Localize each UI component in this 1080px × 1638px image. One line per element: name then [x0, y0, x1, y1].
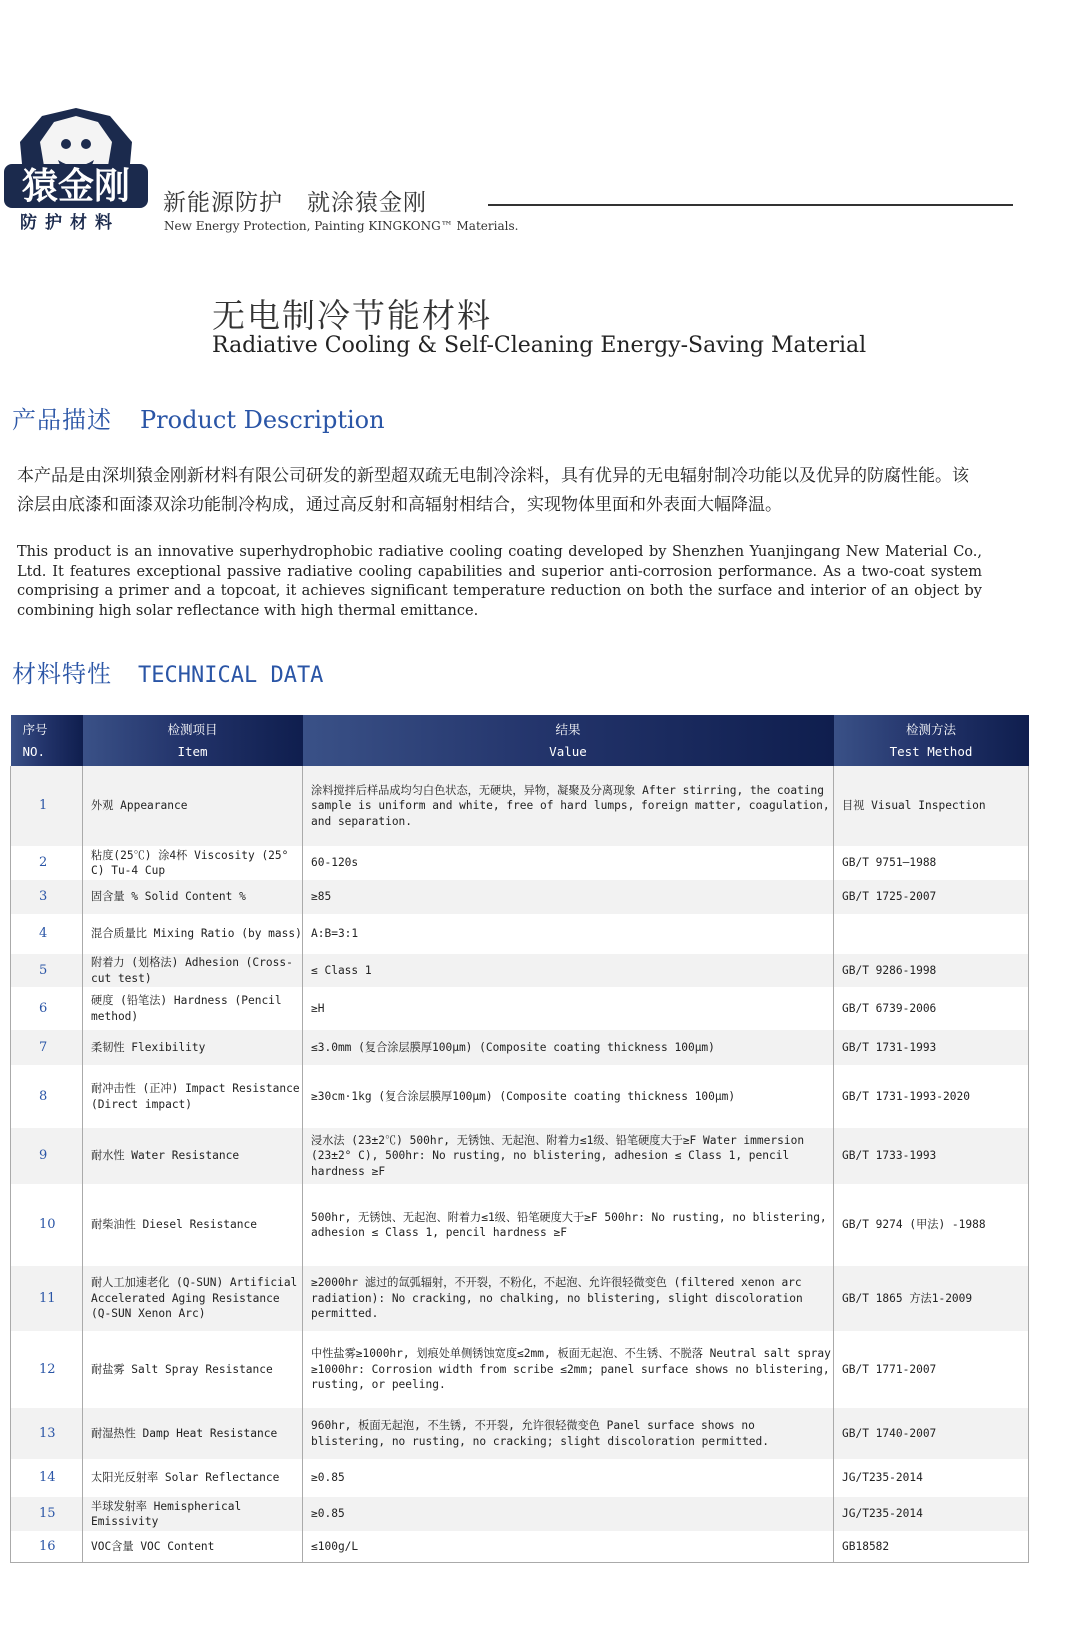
header-no	[11, 715, 83, 766]
heading-english: Product Description	[140, 406, 385, 434]
logo-text: 猿金刚	[21, 166, 131, 207]
cell-method: JG/T235-2014	[834, 1497, 1029, 1531]
cell-method: JG/T235-2014	[834, 1459, 1029, 1497]
cell-no: 13	[11, 1408, 83, 1459]
cell-method: GB/T 9286-1998	[834, 954, 1029, 987]
table-row	[11, 766, 1029, 846]
cell-item: 耐湿热性 Damp Heat Resistance	[83, 1408, 303, 1459]
cell-item: 固含量 % Solid Content %	[83, 880, 303, 914]
table-header-row	[11, 715, 1029, 766]
cell-no: 6	[11, 987, 83, 1030]
heading-english: TECHNICAL DATA	[138, 663, 324, 688]
cell-value: ≤3.0mm (复合涂层膜厚100μm) (Composite coating thickness 100μm)	[303, 1030, 834, 1065]
slogan-chinese: 新能源防护 就涂猿金刚	[163, 190, 427, 216]
technical-data-table	[10, 715, 1029, 1563]
cell-method: GB/T 1740-2007	[834, 1408, 1029, 1459]
cell-no: 8	[11, 1065, 83, 1128]
cell-method: GB/T 1865 方法1-2009	[834, 1266, 1029, 1331]
product-title-chinese: 无电制冷节能材料	[212, 296, 492, 335]
table-row	[11, 1459, 1029, 1497]
cell-no: 9	[11, 1128, 83, 1184]
cell-value: ≥0.85	[303, 1459, 834, 1497]
cell-method: GB/T 1725-2007	[834, 880, 1029, 914]
cell-value: ≥H	[303, 987, 834, 1030]
cell-method: GB/T 1733-1993	[834, 1128, 1029, 1184]
cell-method: GB/T 1771-2007	[834, 1331, 1029, 1408]
cell-value: ≤ Class 1	[303, 954, 834, 987]
cell-value: 960hr, 板面无起泡, 不生锈, 不开裂, 允许很轻微变色 Panel surface shows no blistering, no rusting, no cracking; slight discoloration permitted.	[303, 1408, 834, 1459]
cell-no: 11	[11, 1266, 83, 1331]
cell-no: 10	[11, 1184, 83, 1266]
table-row	[11, 880, 1029, 914]
product-title-english: Radiative Cooling & Self-Cleaning Energy-Saving Material	[212, 333, 867, 358]
header-value	[303, 715, 834, 766]
cell-value: 60-120s	[303, 846, 834, 880]
table-row	[11, 954, 1029, 987]
cell-item: 耐盐雾 Salt Spray Resistance	[83, 1331, 303, 1408]
table-row	[11, 846, 1029, 880]
cell-item: 混合质量比 Mixing Ratio (by mass)	[83, 914, 303, 954]
cell-no: 15	[11, 1497, 83, 1531]
cell-method: GB/T 9751—1988	[834, 846, 1029, 880]
cell-item: 外观 Appearance	[83, 766, 303, 846]
cell-no: 3	[11, 880, 83, 914]
cell-no: 2	[11, 846, 83, 880]
cell-value: 涂料搅拌后样品成均匀白色状态，无硬块，异物，凝聚及分离现象 After stirring, the coating sample is uniform and white, free of hard lumps, foreign matter, coagulation, and separation.	[303, 766, 834, 846]
cell-no: 1	[11, 766, 83, 846]
cell-method: GB/T 1731-1993-2020	[834, 1065, 1029, 1128]
cell-method: GB/T 6739-2006	[834, 987, 1029, 1030]
table-row	[11, 914, 1029, 954]
logo-subtitle: 防护材料	[20, 213, 120, 233]
table-row	[11, 1184, 1029, 1266]
cell-no: 5	[11, 954, 83, 987]
cell-method	[834, 914, 1029, 954]
cell-item: 耐水性 Water Resistance	[83, 1128, 303, 1184]
cell-item: 耐人工加速老化 (Q-SUN) Artificial Accelerated Aging Resistance (Q-SUN Xenon Arc)	[83, 1266, 303, 1331]
description-english: This product is an innovative superhydrophobic radiative cooling coating developed by Shenzhen Yuanjingang New Material Co., Ltd. It features exceptional passive radiative cooling capabilities and superior anti-corrosion performance. As a two-coat system comprising a primer and a topcoat, it achieves significant temperature reduction on both the surface and interior of an object by combining high solar reflectance with high thermal emittance.	[17, 544, 982, 619]
cell-value: ≥85	[303, 880, 834, 914]
cell-method: 目视 Visual Inspection	[834, 766, 1029, 846]
header-no-en: NO.	[22, 743, 46, 759]
table-row	[11, 1497, 1029, 1531]
cell-item: 硬度 (铅笔法) Hardness (Pencil method)	[83, 987, 303, 1030]
cell-method: GB/T 9274 (甲法) -1988	[834, 1184, 1029, 1266]
header-value-en: Value	[549, 743, 587, 759]
heading-chinese: 材料特性	[12, 660, 112, 688]
heading-chinese: 产品描述	[12, 406, 112, 434]
table-row	[11, 1030, 1029, 1065]
slogan-english: New Energy Protection, Painting KINGKONG™ Materials.	[164, 219, 519, 233]
header-value-zh: 结果	[555, 721, 581, 737]
cell-item: 太阳光反射率 Solar Reflectance	[83, 1459, 303, 1497]
table-row	[11, 1531, 1029, 1562]
cell-no: 7	[11, 1030, 83, 1065]
cell-item: 附着力 (划格法) Adhesion (Cross-cut test)	[83, 954, 303, 987]
cell-no: 12	[11, 1331, 83, 1408]
header-item-zh: 检测项目	[167, 721, 218, 737]
cell-no: 4	[11, 914, 83, 954]
header-method	[834, 715, 1029, 766]
table-row	[11, 1266, 1029, 1331]
cell-value: ≥0.85	[303, 1497, 834, 1531]
product-description-heading	[12, 400, 385, 435]
header-item	[83, 715, 303, 766]
cell-method: GB18582	[834, 1531, 1029, 1562]
description-chinese: 本产品是由深圳猿金刚新材料有限公司研发的新型超双疏无电制冷涂料，具有优异的无电辐射制冷功能以及优异的防腐性能。该涂层由底漆和面漆双涂功能制冷构成，通过高反射和高辐射相结合，实现物体里面和外表面大幅降温。	[17, 466, 969, 515]
cell-item: 粘度(25℃) 涂4杯 Viscosity (25° C) Tu-4 Cup	[83, 846, 303, 880]
header-divider	[488, 204, 1013, 206]
cell-method: GB/T 1731-1993	[834, 1030, 1029, 1065]
cell-no: 14	[11, 1459, 83, 1497]
table-row	[11, 1065, 1029, 1128]
cell-item: 柔韧性 Flexibility	[83, 1030, 303, 1065]
cell-value: ≤100g/L	[303, 1531, 834, 1562]
header-no-zh: 序号	[22, 721, 48, 737]
table-row	[11, 1408, 1029, 1459]
header-item-en: Item	[177, 743, 208, 759]
cell-value: A:B=3:1	[303, 914, 834, 954]
cell-item: 耐柴油性 Diesel Resistance	[83, 1184, 303, 1266]
cell-item: VOC含量 VOC Content	[83, 1531, 303, 1562]
cell-item: 耐冲击性 (正冲) Impact Resistance (Direct impact)	[83, 1065, 303, 1128]
table-row	[11, 1128, 1029, 1184]
header-method-en: Test Method	[889, 743, 973, 759]
technical-data-heading	[12, 654, 323, 689]
cell-value: 500hr, 无锈蚀、无起泡、附着力≤1级、铅笔硬度大于≥F 500hr: No rusting, no blistering, adhesion ≤ Class 1, pencil hardness ≥F	[303, 1184, 834, 1266]
cell-value: ≥30cm·1kg (复合涂层膜厚100μm) (Composite coating thickness 100μm)	[303, 1065, 834, 1128]
cell-no: 16	[11, 1531, 83, 1562]
cell-value: 浸水法 (23±2℃) 500hr, 无锈蚀、无起泡、附着力≤1级、铅笔硬度大于≥F Water immersion (23±2° C), 500hr: No rusting, no blistering, adhesion ≤ Class 1, pencil hardness ≥F	[303, 1128, 834, 1184]
table-row	[11, 987, 1029, 1030]
cell-value: ≥2000hr 滤过的氙弧辐射，不开裂，不粉化，不起泡、允许很轻微变色 (filtered xenon arc radiation): No cracking, no chalking, no blistering, slight discoloration permitted.	[303, 1266, 834, 1331]
cell-value: 中性盐雾≥1000hr, 划痕处单侧锈蚀宽度≤2mm, 板面无起泡、不生锈、不脱落 Neutral salt spray ≥1000hr: Corrosion width from scribe ≤2mm; panel surface shows no blistering, rusting, or peeling.	[303, 1331, 834, 1408]
table-row	[11, 1331, 1029, 1408]
cell-item: 半球发射率 Hemispherical Emissivity	[83, 1497, 303, 1531]
header-method-zh: 检测方法	[905, 721, 956, 737]
